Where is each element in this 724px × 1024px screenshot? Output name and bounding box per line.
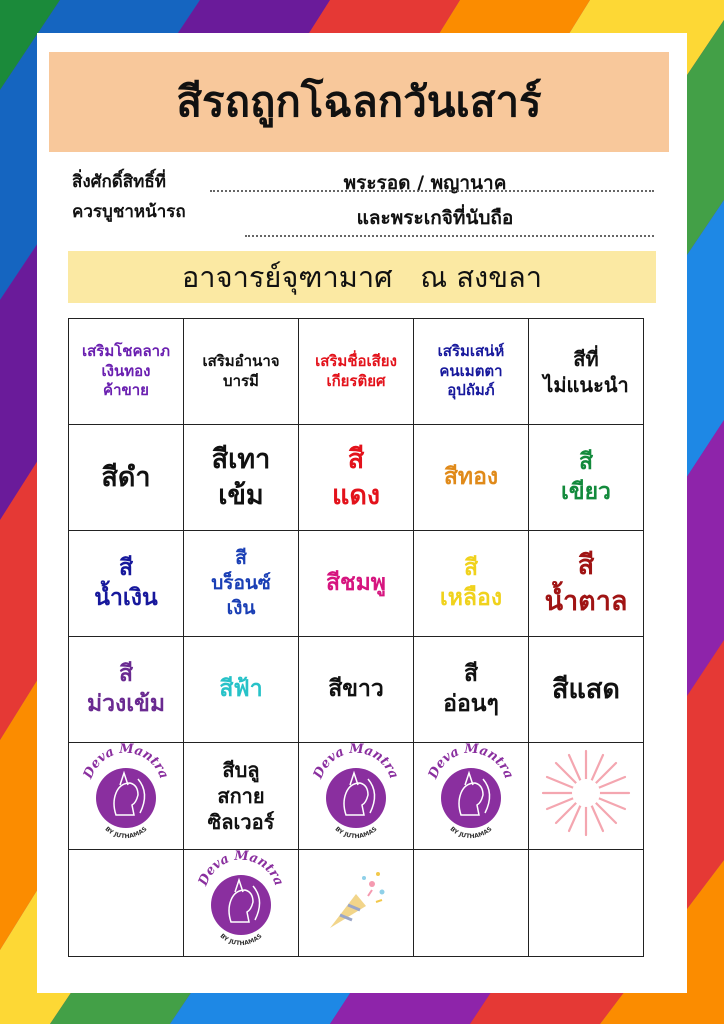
color-cell [299, 425, 414, 531]
cell-text: สีฟ้า [219, 675, 263, 702]
sacred-value-line1: พระรอด / พญานาค [343, 172, 507, 194]
cell-text: สีเทา [211, 444, 271, 476]
page-title: สีรถถูกโฉลกวันเสาร์ [176, 77, 542, 126]
color-cell [184, 637, 299, 743]
table-row [69, 743, 644, 850]
cell-text: สีทอง [443, 463, 499, 490]
cell-text: น้ำตาล [544, 585, 628, 617]
dotted-line-1 [210, 190, 654, 192]
cell-text: บารมี [223, 371, 259, 390]
author-name: อาจารย์จุฑามาศ ณ สงขลา [181, 260, 543, 294]
cell-text: แดง [331, 479, 381, 511]
color-table [68, 318, 644, 957]
cell-text: สี [463, 554, 479, 581]
table-row [69, 637, 644, 743]
logo-text: Deva Mantra [425, 743, 517, 781]
cell-text: สีบลู [222, 757, 260, 782]
cell-text: สีชมพู [326, 569, 386, 596]
sacred-label-line1: สิ่งศักดิ์สิทธิ์ที่ [72, 172, 166, 192]
header-cell [299, 319, 414, 425]
deva-mantra-logo [191, 850, 291, 950]
color-cell [299, 531, 414, 637]
color-cell [529, 425, 644, 531]
cell-text: เงิน [226, 596, 256, 619]
title-banner [49, 52, 669, 152]
cell-text: ซิลเวอร์ [207, 809, 275, 834]
color-cell [69, 637, 184, 743]
cell-text: เข้ม [218, 479, 264, 511]
table-header-row [69, 319, 644, 425]
cell-text: เหลือง [439, 584, 503, 611]
logo-cell [299, 743, 414, 850]
color-cell [184, 743, 299, 850]
cell-text: สี [118, 554, 134, 581]
color-cell [299, 637, 414, 743]
sacred-value-line2: และพระเกจิที่นับถือ [356, 207, 514, 229]
cell-text: อุปถัมภ์ [447, 381, 495, 400]
color-cell [414, 425, 529, 531]
cell-text: สกาย [217, 783, 265, 808]
cell-text: สี [578, 448, 594, 475]
cell-text: ไม่แนะนำ [543, 372, 629, 397]
deva-mantra-logo [76, 743, 176, 843]
logo-text: Deva Mantra [80, 743, 172, 781]
header-cell [69, 319, 184, 425]
empty-cell [69, 849, 184, 956]
color-cell [184, 425, 299, 531]
logo-cell [69, 743, 184, 850]
cell-text: น้ำเงิน [94, 584, 158, 611]
party-popper-icon [316, 860, 396, 940]
logo-subtext: BY JUTHAMAS [448, 825, 494, 841]
header-cell [529, 319, 644, 425]
logo-text: Deva Mantra [195, 849, 287, 888]
empty-cell [529, 849, 644, 956]
header-cell [184, 319, 299, 425]
firework-icon [531, 743, 641, 843]
cell-text: คนเมตตา [439, 361, 503, 380]
cell-text: เสริมเสน่ห์ [437, 342, 505, 361]
logo-cell [184, 849, 299, 956]
logo-cell [414, 743, 529, 850]
deva-mantra-logo [306, 743, 406, 843]
cell-text: ม่วงเข้ม [86, 690, 166, 717]
cell-text: เสริมอำนาจ [202, 352, 280, 370]
cell-text: เกียรติยศ [326, 371, 386, 390]
cell-text: ค้าขาย [103, 381, 149, 400]
author-banner [68, 251, 656, 303]
color-cell [184, 531, 299, 637]
cell-text: บร็อนซ์ [211, 572, 271, 595]
color-cell [529, 531, 644, 637]
color-cell [414, 531, 529, 637]
cell-text: สี [463, 660, 479, 687]
cell-text: เขียว [561, 478, 611, 505]
cell-text: สี [577, 550, 595, 582]
cell-text: สีที่ [573, 346, 599, 371]
cell-text: สีดำ [101, 461, 151, 493]
color-cell [414, 637, 529, 743]
cell-text: สี [118, 660, 134, 687]
cell-text: เสริมโชคลาภ [81, 342, 170, 361]
color-cell [529, 637, 644, 743]
cell-text: เสริมชื่อเสียง [315, 352, 397, 370]
table-row [69, 425, 644, 531]
color-cell [69, 425, 184, 531]
logo-subtext: BY JUTHAMAS [333, 825, 379, 841]
firework-cell [529, 743, 644, 850]
table-row [69, 849, 644, 956]
dotted-line-2 [245, 235, 654, 237]
logo-subtext: BY JUTHAMAS [218, 932, 264, 947]
cell-text: เงินทอง [101, 361, 151, 380]
logo-text: Deva Mantra [310, 743, 402, 781]
sacred-label-line2: ควรบูชาหน้ารถ [72, 202, 186, 222]
color-cell [69, 531, 184, 637]
header-cell [414, 319, 529, 425]
cell-text: สีแสด [552, 673, 620, 705]
cell-text: สี [235, 547, 247, 570]
cell-text: อ่อนๆ [443, 690, 499, 717]
cell-text: สีขาว [328, 675, 384, 702]
empty-cell [414, 849, 529, 956]
logo-subtext: BY JUTHAMAS [103, 825, 149, 841]
deva-mantra-logo [421, 743, 521, 843]
confetti-cell [299, 849, 414, 956]
cell-text: สี [347, 444, 365, 476]
table-row [69, 531, 644, 637]
